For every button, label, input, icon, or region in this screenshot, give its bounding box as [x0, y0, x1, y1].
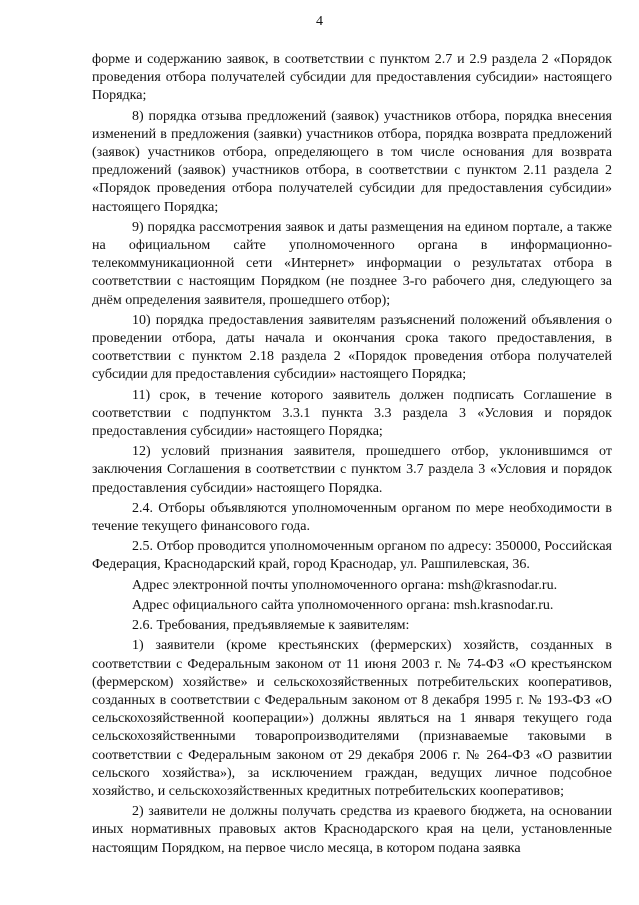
paragraph: форме и содержанию заявок, в соответствии с пунктом 2.7 и 2.9 раздела 2 «Порядок проведения отбора получателей субсидии для предоставления субсидии» настоящего Порядка;	[92, 52, 612, 104]
paragraph: Адрес электронной почты уполномоченного органа: msh@krasnodar.ru.	[132, 577, 558, 593]
paragraph: 8) порядка отзыва предложений (заявок) участников отбора, порядка внесения изменений в предложения (заявки) участников отбора, порядка возврата предложений (заявок) участников отбора, определяющего в том числе основания для возврата предложений (заявок) участников отбора, в соответствии с пунктом 2.11 раздела 2 «Порядок проведения отбора получателей субсидии для предоставления субсидии» настоящего Порядка;	[92, 108, 612, 215]
paragraph: Адрес официального сайта уполномоченного органа: msh.krasnodar.ru.	[132, 597, 554, 613]
document-body	[92, 51, 612, 860]
page-number: 4	[316, 14, 323, 29]
paragraph: 2.6. Требования, предъявляемые к заявителям:	[132, 618, 410, 634]
paragraph: 9) порядка рассмотрения заявок и даты размещения на едином портале, а также на официальном сайте уполномоченного органа в информационно-телекоммуникационной сети «Интернет» информации о результатах отбора в соответствии с настоящим Порядком (не позднее 3-го рабочего дня, следующего за днём определения заявителя, прошедшего отбор);	[92, 219, 612, 308]
paragraph: 2) заявители не должны получать средства из краевого бюджета, на основании иных нормативных правовых актов Краснодарского края на цели, установленные настоящим Порядком, на первое число месяца, в котором подана заявка	[92, 804, 612, 856]
paragraph: 2.4. Отборы объявляются уполномоченным органом по мере необходимости в течение текущего финансового года.	[92, 500, 612, 535]
paragraph: 12) условий признания заявителя, прошедшего отбор, уклонившимся от заключения Соглашения в соответствии с пунктом 3.7 раздела 3 «Условия и порядок предоставления субсидии» настоящего Порядка.	[92, 444, 612, 496]
paragraph: 2.5. Отбор проводится уполномоченным органом по адресу: 350000, Российская Федерация, Краснодарский край, город Краснодар, ул. Рашпилевская, 36.	[92, 539, 612, 573]
paragraph: 1) заявители (кроме крестьянских (фермерских) хозяйств, созданных в соответствии с Федеральным законом от 11 июня 2003 г. № 74-ФЗ «О крестьянском (фермерском) хозяйстве» и сельскохозяйственных потребительских кооперативов, созданных в соответствии с Федеральным законом от 8 декабря 1995 г. № 193-ФЗ «О сельскохозяйственной кооперации») должны являться на 1 января текущего года сельскохозяйственными товаропроизводителями (признаваемые таковыми в соответствии с Федеральным законом от 29 декабря 2006 г. № 264-ФЗ «О развитии сельского хозяйства»), за исключением граждан, ведущих личное подсобное хозяйство, и сельскохозяйственных кредитных потребительских кооперативов;	[92, 638, 612, 799]
paragraph: 10) порядка предоставления заявителям разъяснений положений объявления о проведении отбора, даты начала и окончания срока такого предоставления, в соответствии с пунктом 2.18 раздела 2 «Порядок проведения отбора получателей субсидии для предоставления субсидии» настоящего Порядка;	[92, 312, 612, 383]
paragraph: 11) срок, в течение которого заявитель должен подписать Соглашение в соответствии с подпунктом 3.3.1 пункта 3.3 раздела 3 «Условия и порядок предоставления субсидии» настоящего Порядка;	[92, 387, 612, 440]
